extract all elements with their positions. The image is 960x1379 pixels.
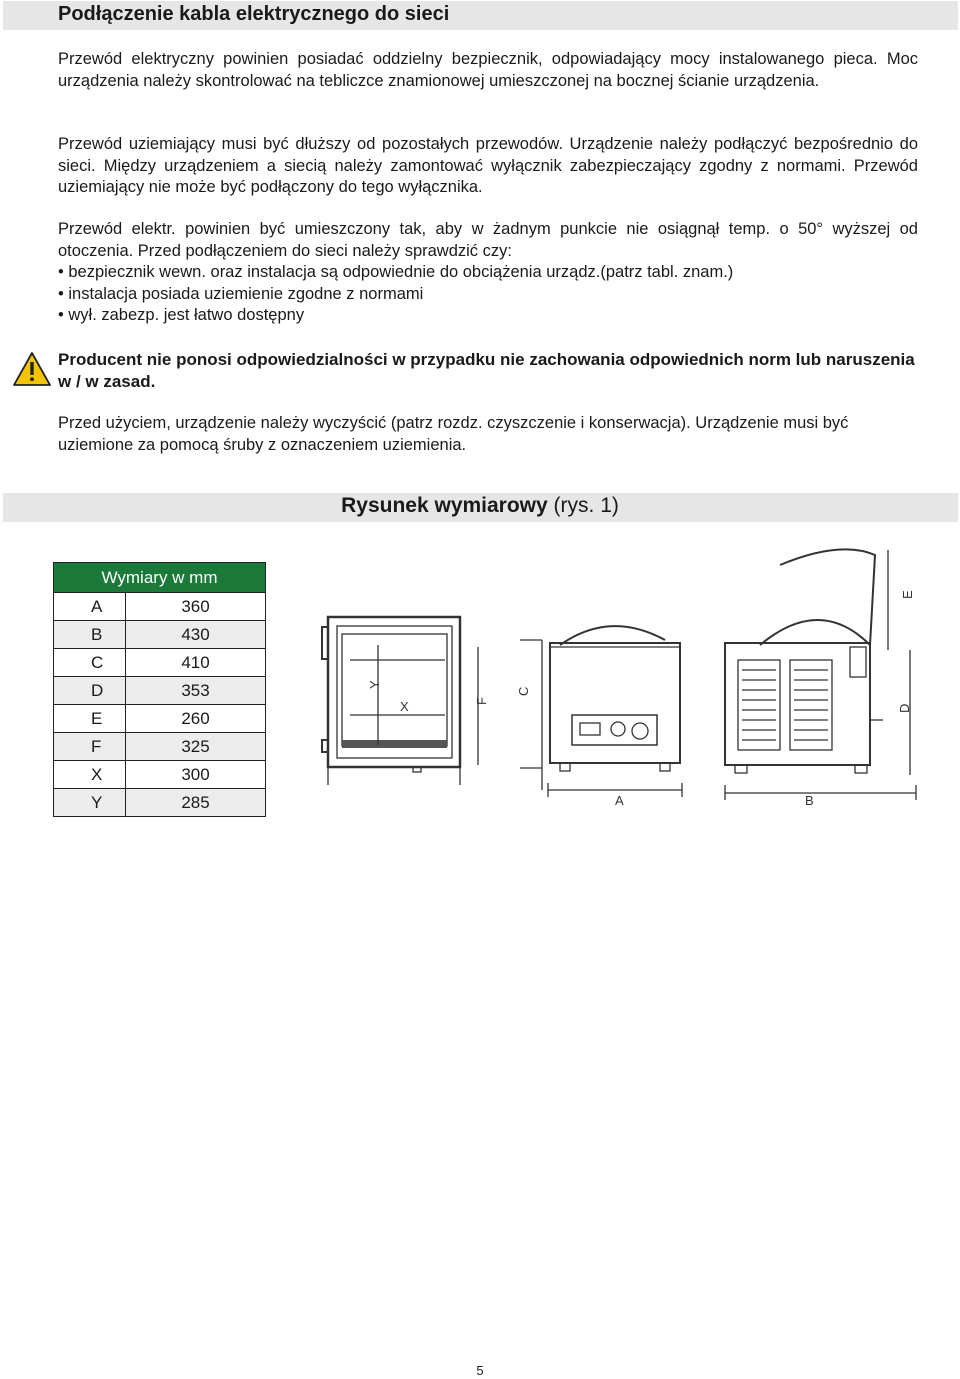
paragraph-cable-temp: Przewód elektr. powinien być umieszczony tak, aby w żadnym punkcie nie osiągnął temp. o 50° wyższej od otoczenia. Przed podłączeniem do sieci należy sprawdzić czy: xyxy=(58,220,918,260)
paragraph-fuse: Przewód elektryczny powinien posiadać oddzielny bezpiecznik, odpowiadający mocy instalowanego pieca. Moc urządzenia należy skontrolować na tebliczce znamionowej umieszczonej na bocznej ścianie urządzenia. xyxy=(58,50,918,90)
dimension-value: 360 xyxy=(126,593,266,621)
table-header: Wymiary w mm xyxy=(54,563,266,593)
dimension-value: 430 xyxy=(126,621,266,649)
table-row xyxy=(54,677,266,705)
dimension-value: 285 xyxy=(126,789,266,817)
dimension-key: D xyxy=(54,677,126,705)
bullet-fuse: • bezpiecznik wewn. oraz instalacja są odpowiednie do obciążenia urządz.(patrz tabl. znam.) xyxy=(58,263,734,281)
table-row xyxy=(54,593,266,621)
dimension-value: 300 xyxy=(126,761,266,789)
dimension-drawing xyxy=(310,535,922,815)
warning-triangle-icon xyxy=(13,352,51,386)
table-row xyxy=(54,761,266,789)
figure-title-bold: Rysunek wymiarowy xyxy=(341,494,548,517)
dimension-key: Y xyxy=(54,789,126,817)
dim-label-a: A xyxy=(615,793,624,808)
table-header-row xyxy=(54,563,266,593)
table-row xyxy=(54,621,266,649)
figure-title-rest: (rys. 1) xyxy=(547,494,619,517)
dim-label-c: C xyxy=(516,686,531,696)
table-row xyxy=(54,789,266,817)
side-view xyxy=(725,549,916,800)
dim-label-d: D xyxy=(897,703,912,713)
page-heading: Podłączenie kabla elektrycznego do sieci xyxy=(58,3,450,25)
table-row xyxy=(54,705,266,733)
dimension-value: 410 xyxy=(126,649,266,677)
paragraph-ground-wire: Przewód uziemiający musi być dłuższy od pozostałych przewodów. Urządzenie należy podłączyć bezpośrednio do sieci. Między urządzeniem a siecią należy zamontować wyłącznik zabezpieczający zgodny z normami. Przewód uziemiający nie może być podłączony do tego wyłącznika. xyxy=(58,135,918,196)
dimensions-table xyxy=(53,562,266,817)
dim-label-e: E xyxy=(900,590,915,599)
warning-text: Producent nie ponosi odpowiedzialności w przypadku nie zachowania odpowiednich norm lub naruszenia w / w zasad. xyxy=(58,350,915,391)
dimension-key: B xyxy=(54,621,126,649)
table-row xyxy=(54,733,266,761)
dimension-value: 260 xyxy=(126,705,266,733)
bullet-grounding: • instalacja posiada uziemienie zgodne z normami xyxy=(58,285,424,303)
dim-label-f: F xyxy=(474,697,489,705)
dimension-key: F xyxy=(54,733,126,761)
page-number: 5 xyxy=(476,1363,484,1378)
dim-label-b: B xyxy=(805,793,814,808)
dimension-key: E xyxy=(54,705,126,733)
dimension-value: 325 xyxy=(126,733,266,761)
dimension-key: A xyxy=(54,593,126,621)
paragraph-cleaning: Przed użyciem, urządzenie należy wyczyścić (patrz rozdz. czyszczenie i konserwacja). Urządzenie musi być uziemione za pomocą śruby z oznaczeniem uziemienia. xyxy=(58,414,849,454)
figure-title xyxy=(0,494,960,518)
front-view xyxy=(520,626,682,797)
dim-label-x: X xyxy=(400,699,409,714)
dim-label-y: Y xyxy=(367,680,382,689)
bullet-switch: • wył. zabezp. jest łatwo dostępny xyxy=(58,306,305,324)
dimension-key: X xyxy=(54,761,126,789)
table-row xyxy=(54,649,266,677)
dimension-key: C xyxy=(54,649,126,677)
dimension-value: 353 xyxy=(126,677,266,705)
